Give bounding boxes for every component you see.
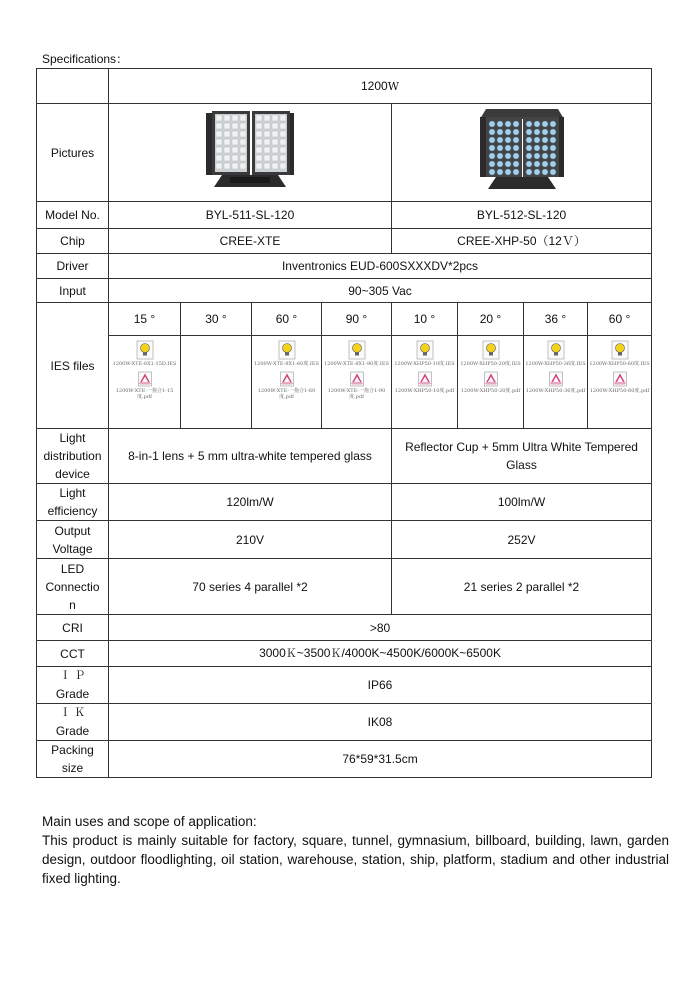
lightbulb-file-icon — [135, 340, 155, 360]
light-dist-row — [37, 429, 652, 484]
ies-label: IES files — [37, 303, 109, 429]
cri-label: CRI — [37, 615, 109, 641]
pdf-file-name: 1200W-XHP50-10度.pdf — [394, 388, 455, 394]
chip-1: CREE-XTE — [109, 229, 392, 254]
label-line: Grade — [55, 724, 90, 738]
model-1: BYL-511-SL-120 — [109, 202, 392, 229]
label-line: efficiency — [47, 504, 98, 518]
ies-file-cell — [524, 336, 588, 429]
ies-file-link[interactable] — [109, 340, 180, 367]
ies-file-cell — [392, 336, 458, 429]
ies-file-cell — [322, 336, 392, 429]
ies-file-name: 1200W-XHP50-60度.IES — [589, 361, 650, 367]
label-line: Connectio — [45, 579, 100, 594]
output-1: 210V — [109, 521, 392, 559]
pdf-file-icon — [279, 371, 295, 387]
led-1: 70 series 4 parallel *2 — [109, 559, 392, 615]
ies-file-cell — [458, 336, 524, 429]
efficiency-row — [37, 484, 652, 521]
ies-file-name: 1200W-XHP50-10度.IES — [394, 361, 455, 367]
led-2: 21 series 2 parallel *2 — [392, 559, 652, 615]
ik-row — [37, 704, 652, 741]
cct-part: Ｋ — [285, 647, 297, 660]
cct-part: Ｋ — [330, 647, 342, 660]
efficiency-label — [37, 484, 109, 521]
pictures-label: Pictures — [37, 104, 109, 202]
efficiency-2: 100lm/W — [392, 484, 652, 521]
pictures-row — [37, 104, 652, 202]
cri-value: >80 — [109, 615, 652, 641]
pdf-file-link[interactable] — [322, 371, 391, 400]
ies-file-cell-empty — [181, 336, 252, 429]
pdf-file-link[interactable] — [109, 371, 180, 400]
power-value: 1200 — [361, 78, 388, 93]
ies-angle: 15 ° — [109, 303, 181, 336]
pdf-file-link[interactable] — [524, 371, 587, 394]
label-line: Output — [54, 523, 91, 538]
ies-file-link[interactable] — [252, 340, 321, 367]
floodlight-reflector-image — [474, 107, 570, 193]
pdf-file-name: 1200W-XTE-一拖合1-90度.pdf — [327, 388, 386, 400]
label-line: n — [69, 597, 76, 612]
pdf-file-link[interactable] — [458, 371, 523, 394]
ies-angle: 36 ° — [524, 303, 588, 336]
ies-file-name: 1200W-XHP50-20度.IES — [460, 361, 521, 367]
chip-label: Chip — [37, 229, 109, 254]
ip-label — [37, 667, 109, 704]
lightbulb-file-icon — [347, 340, 367, 360]
light-dist-1: 8-in-1 lens + 5 mm ultra-white tempered glass — [109, 429, 392, 484]
pdf-file-name: 1200W-XHP50-60度.pdf — [589, 388, 650, 394]
led-label — [37, 559, 109, 615]
input-value: 90~305 Vac — [109, 279, 652, 303]
picture-1 — [109, 104, 392, 202]
pdf-file-icon — [349, 371, 365, 387]
packing-label — [37, 741, 109, 778]
ies-angle: 30 ° — [181, 303, 252, 336]
ies-file-link[interactable] — [588, 340, 651, 367]
ies-file-cell — [588, 336, 652, 429]
pdf-file-link[interactable] — [392, 371, 457, 394]
cct-part: 3000 — [259, 646, 286, 660]
ies-angle: 90 ° — [322, 303, 392, 336]
lightbulb-file-icon — [610, 340, 630, 360]
driver-row — [37, 254, 652, 279]
ies-file-cell — [252, 336, 322, 429]
uses-body: This product is mainly suitable for factory, square, tunnel, gymnasium, billboard, building, lawn, garden design, outdoor floodlighting, oil station, warehouse, station, ship, platform, stadium and other industrial fixed lighting. — [42, 833, 669, 886]
model-label: Model No. — [37, 202, 109, 229]
label-line: Light — [59, 431, 86, 445]
output-2: 252V — [392, 521, 652, 559]
ik-label — [37, 704, 109, 741]
lightbulb-file-icon — [277, 340, 297, 360]
pdf-file-icon — [137, 371, 153, 387]
ies-angle: 60 ° — [252, 303, 322, 336]
label-line: Light — [59, 486, 86, 500]
model-2: BYL-512-SL-120 — [392, 202, 652, 229]
label-line: Ｉ Ｋ — [59, 706, 86, 719]
ies-file-name: 1200W-XTE-8X1-60度.IES — [254, 361, 319, 367]
ip-value: IP66 — [109, 667, 652, 704]
uses-title: Main uses and scope of application: — [42, 814, 257, 829]
ies-file-link[interactable] — [524, 340, 587, 367]
efficiency-1: 120lm/W — [109, 484, 392, 521]
power-row — [37, 69, 652, 104]
cri-row — [37, 615, 652, 641]
chip-2: CREE-XHP-50（12Ｖ） — [392, 229, 652, 254]
picture-2 — [392, 104, 652, 202]
cct-row — [37, 641, 652, 667]
cct-part: /4000K~4500K/6000K~6500K — [341, 646, 501, 660]
ies-file-name: 1200W-XHP50-36度.IES — [525, 361, 586, 367]
lightbulb-file-icon — [546, 340, 566, 360]
light-dist-2: Reflector Cup + 5mm Ultra White Tempered Glass — [392, 429, 652, 484]
ies-file-link[interactable] — [322, 340, 391, 367]
cct-value — [109, 641, 652, 667]
ies-file-cell — [109, 336, 181, 429]
packing-row — [37, 741, 652, 778]
spec-table — [36, 68, 652, 778]
power-unit: W — [387, 79, 400, 93]
lightbulb-file-icon — [415, 340, 435, 360]
output-row — [37, 521, 652, 559]
ies-angle: 10 ° — [392, 303, 458, 336]
ies-file-link[interactable] — [458, 340, 523, 367]
spec-heading: Specifications： — [42, 52, 129, 66]
label-line: LED — [60, 561, 85, 576]
model-row — [37, 202, 652, 229]
input-row — [37, 279, 652, 303]
pdf-file-link[interactable] — [588, 371, 651, 394]
pdf-file-name: 1200W-XTE-一拖合1-60度.pdf — [257, 388, 316, 400]
ies-file-name: 1200W-XTE-8X1-15D.IES — [112, 361, 177, 367]
chip-row — [37, 229, 652, 254]
label-line: size — [61, 761, 84, 775]
label-line: device — [55, 467, 90, 481]
floodlight-lens-image — [202, 107, 298, 193]
label-line: Grade — [55, 687, 90, 701]
ies-file-link[interactable] — [392, 340, 457, 367]
cct-part: ~3500 — [296, 646, 331, 660]
label-line: Ｉ Ｐ — [59, 669, 86, 682]
pdf-file-icon — [548, 371, 564, 387]
input-label: Input — [37, 279, 109, 303]
ip-row — [37, 667, 652, 704]
driver-value: Inventronics EUD-600SXXXDV*2pcs — [109, 254, 652, 279]
ies-angle: 60 ° — [588, 303, 652, 336]
pdf-file-name: 1200W-XHP50-20度.pdf — [460, 388, 521, 394]
ies-angle: 20 ° — [458, 303, 524, 336]
pdf-file-icon — [612, 371, 628, 387]
packing-value: 76*59*31.5cm — [109, 741, 652, 778]
pdf-file-name: 1200W-XTE-一拖合1-15度.pdf — [115, 388, 174, 400]
driver-label: Driver — [37, 254, 109, 279]
led-row — [37, 559, 652, 615]
cct-label: CCT — [37, 641, 109, 667]
lightbulb-file-icon — [481, 340, 501, 360]
ies-files-row — [37, 336, 652, 429]
ik-value: IK08 — [109, 704, 652, 741]
label-line: Packing — [51, 743, 94, 757]
ies-angle-row — [37, 303, 652, 336]
label-line: Voltage — [52, 541, 93, 556]
pdf-file-icon — [417, 371, 433, 387]
power-cell — [109, 69, 652, 104]
light-dist-label — [37, 429, 109, 484]
pdf-file-name: 1200W-XHP50-36度.pdf — [525, 388, 586, 394]
output-label — [37, 521, 109, 559]
pdf-file-icon — [483, 371, 499, 387]
ies-file-name: 1200W-XTE-8X1-90度.IES — [324, 361, 389, 367]
label-line: distribution — [43, 449, 102, 463]
pdf-file-link[interactable] — [252, 371, 321, 400]
